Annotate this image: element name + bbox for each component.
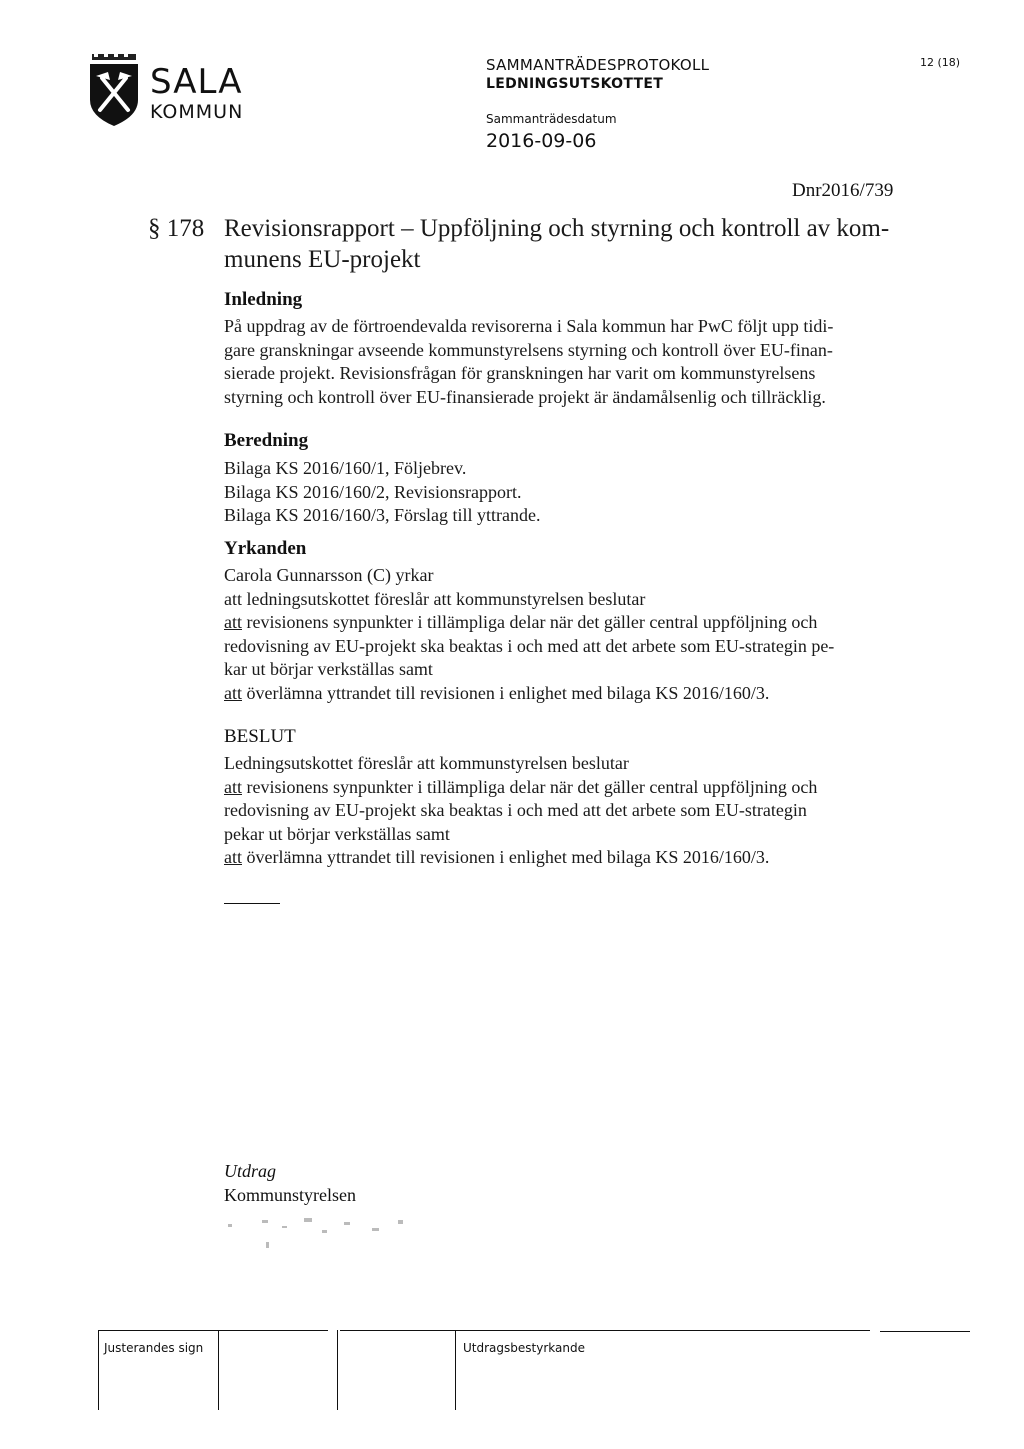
document-type: SAMMANTRÄDESPROTOKOLL	[486, 56, 710, 74]
municipality-logo	[86, 52, 261, 132]
decision-line: pekar ut börjar verkställas samt	[224, 823, 450, 844]
section-title	[224, 213, 924, 275]
proposal-line: att ledningsutskottet föreslår att kommunstyrelsen beslutar	[224, 588, 646, 609]
sala-crest-icon	[86, 52, 142, 128]
committee-name: LEDNINGSUTSKOTTET	[486, 76, 664, 92]
utdrag-label: Utdrag	[224, 1161, 277, 1181]
proposal-line: kar ut börjar verkställas samt	[224, 659, 433, 679]
diary-number: Dnr2016/739	[792, 180, 894, 201]
beredning-section	[224, 429, 944, 528]
decision-line: redovisning av EU-projekt ska beaktas i och med att det arbete som EU-strategin	[224, 800, 807, 820]
proposal-line: Carola Gunnarsson (C) yrkar	[224, 565, 434, 585]
utdrag-recipient: Kommunstyrelsen	[224, 1185, 356, 1205]
attachment-item: Bilaga KS 2016/160/1, Följebrev.	[224, 458, 467, 478]
logo-name: SALA	[150, 62, 243, 102]
decision-line: att revisionens synpunkter i tillämpliga delar när det gäller central uppföljning och	[224, 776, 818, 797]
att-marker: att	[224, 847, 242, 867]
inledning-heading: Inledning	[224, 289, 303, 310]
proposal-line: att överlämna yttrandet till revisionen i enlighet med bilaga KS 2016/160/3.	[224, 682, 770, 703]
att-marker: att	[224, 776, 242, 797]
date-label: Sammanträdesdatum	[486, 112, 617, 126]
utdragsbestyrkande-label: Utdragsbestyrkande	[463, 1341, 585, 1355]
paragraph-line: styrning och kontroll över EU-finansierade projekt är ändamålsenlig och tillräcklig.	[224, 386, 826, 407]
paragraph-line: gare granskningar avseende kommunstyrelsens styrning och kontroll över EU-finan-	[224, 339, 833, 360]
attachment-item: Bilaga KS 2016/160/3, Förslag till yttrande.	[224, 505, 541, 525]
justerandes-sign-label: Justerandes sign	[104, 1341, 204, 1355]
decision-line: att överlämna yttrandet till revisionen i enlighet med bilaga KS 2016/160/3.	[224, 847, 770, 867]
header	[0, 0, 1024, 160]
beslut-section	[224, 725, 944, 870]
inledning-section	[224, 288, 944, 409]
signature-footer	[0, 1320, 1024, 1449]
section-title-line: munens EU-projekt	[224, 246, 421, 273]
section-end-divider	[224, 903, 280, 904]
paragraph-line: På uppdrag av de förtroendevalda revisorerna i Sala kommun har PwC följt upp tidi-	[224, 316, 834, 336]
yrkanden-section	[224, 537, 944, 705]
decision-line: Ledningsutskottet föreslår att kommunstyrelsen beslutar	[224, 753, 629, 773]
proposal-line: redovisning av EU-projekt ska beaktas i och med att det arbete som EU-strategin pe-	[224, 635, 835, 656]
beredning-heading: Beredning	[224, 430, 309, 451]
section-title-line: Revisionsrapport – Uppföljning och styrning och kontroll av kom-	[224, 215, 890, 242]
paragraph-line: sierade projekt. Revisionsfrågan för granskningen har varit om kommunstyrelsens	[224, 363, 816, 383]
meeting-date: 2016-09-06	[486, 130, 597, 152]
att-marker: att	[224, 682, 242, 703]
page-number: 12 (18)	[920, 56, 961, 69]
proposal-line: att revisionens synpunkter i tillämpliga delar när det gäller central uppföljning och	[224, 612, 818, 632]
faint-stamp-marks	[222, 1212, 442, 1252]
beslut-heading: BESLUT	[224, 726, 296, 747]
logo-subtitle: KOMMUN	[150, 101, 244, 123]
paragraph-number: § 178	[148, 215, 205, 242]
att-marker: att	[224, 612, 242, 632]
attachment-item: Bilaga KS 2016/160/2, Revisionsrapport.	[224, 481, 522, 502]
yrkanden-heading: Yrkanden	[224, 538, 307, 559]
